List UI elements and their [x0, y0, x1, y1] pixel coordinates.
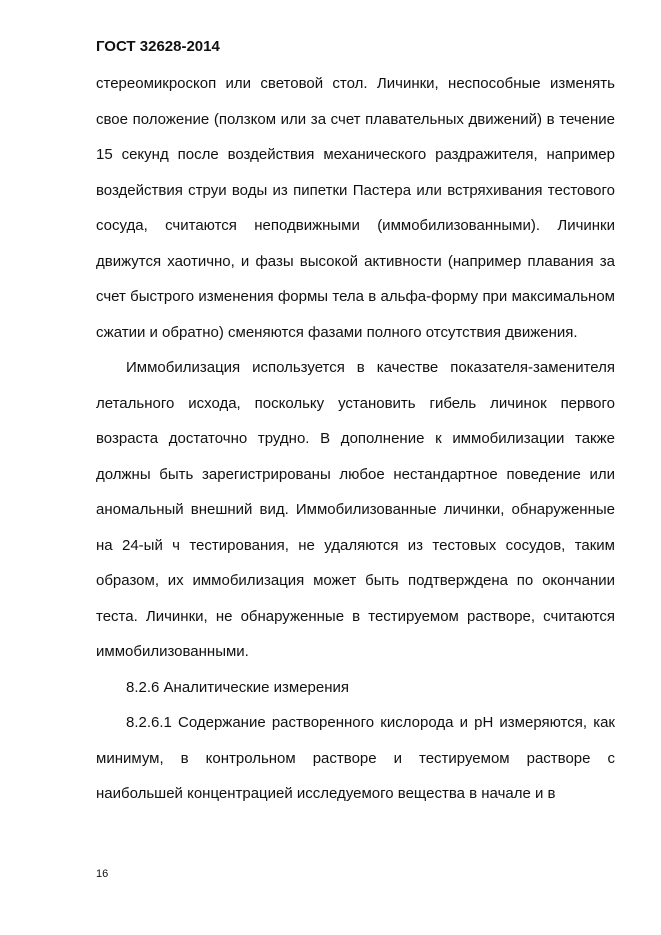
paragraph-oxygen-ph: 8.2.6.1 Содержание растворенного кислорода и pH измеряются, как минимум, в контрольном растворе и тестируемом растворе с наибольшей концентрацией исследуемого вещества в начале и в	[96, 714, 615, 802]
section-heading-analytical-measurements: 8.2.6 Аналитические измерения	[126, 678, 350, 696]
paragraph-immobilization: Иммобилизация используется в качестве показателя-заменителя летального исхода, поскольку установить гибель личинок первого возраста достаточно трудно. В дополнение к иммобилизации также должны быть зарегистрированы любое нестандартное поведение или аномальный внешний вид. Иммобилизованные личинки, обнаруженные на 24-ый ч тестирования, не удаляются из тестовых сосудов, таким образом, их иммобилизация может быть подтверждена по окончании теста. Личинки, не обнаруженные в тестируемом растворе, считаются иммобилизованными.	[96, 359, 615, 660]
document-header-standard-id: ГОСТ 32628-2014	[96, 38, 220, 55]
page-number: 16	[96, 868, 109, 880]
document-body	[96, 66, 615, 812]
paragraph-continuation: стереомикроскоп или световой стол. Личинки, неспособные изменять свое положение (ползком или за счет плавательных движений) в течение 15 секунд после воздействия механического раздражителя, например воздействия струи воды из пипетки Пастера или встряхивания тестового сосуда, считаются неподвижными (иммобилизованными). Личинки движутся хаотично, и фазы высокой активности (например плавания за счет быстрого изменения формы тела в альфа-форму при максимальном сжатии и обратно) сменяются фазами полного отсутствия движения.	[96, 75, 615, 341]
